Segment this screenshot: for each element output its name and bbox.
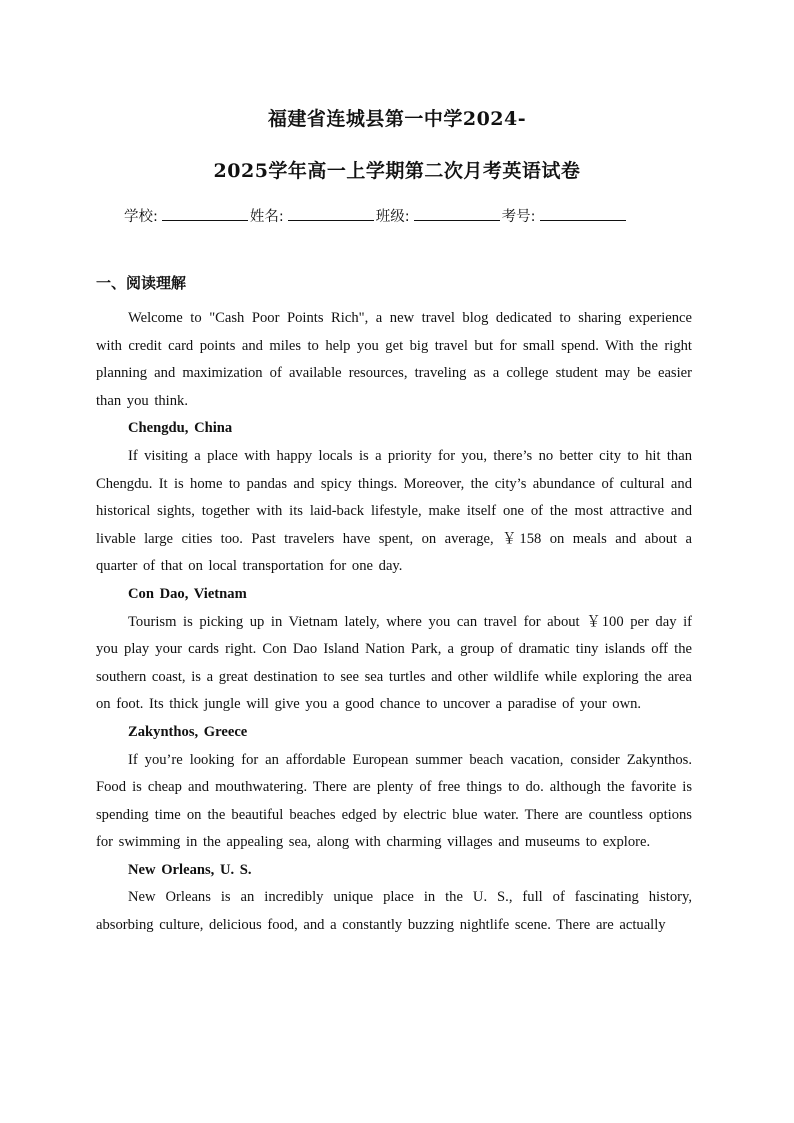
reading-passage xyxy=(96,305,692,940)
number-label: 考号: xyxy=(501,209,536,225)
place-heading: New Orleans, U. S. xyxy=(128,861,252,878)
place-heading: Zakynthos, Greece xyxy=(128,723,248,740)
place-heading: Chengdu, China xyxy=(128,420,233,437)
place-paragraph: If you’re looking for an affordable European summer beach vacation, consider Zakynthos. Food is cheap and mouthwatering. There are plenty of free things to do. although the favorite is spending time on the beautiful beaches edged by electric blue water. There are countless options for swimming in the appealing sea, along with charming villages and museums to explore. xyxy=(96,751,692,851)
name-blank[interactable] xyxy=(288,206,374,221)
name-label: 姓名: xyxy=(249,209,284,225)
school-blank[interactable] xyxy=(162,206,248,221)
place-paragraph: If visiting a place with happy locals is a priority for you, there’s no better city to hit than Chengdu. It is home to pandas and spicy things. Moreover, the city’s abundance of cultural and historical sights, together with its laid-back lifestyle, make itself one of the most attractive and livable large cities too. Past travelers have spent, on average, ￥158 on meals and about a quarter of that on local transportation for one day. xyxy=(96,447,692,575)
place-paragraph: Tourism is picking up in Vietnam lately, where you can travel for about ￥100 per day if you play your cards right. Con Dao Island Nation Park, a group of dramatic tiny islands off the southern coast, is a great destination to see sea turtles and other wildlife while exploring the area on foot. Its thick jungle will give you a good chance to uncover a paradise of your own. xyxy=(96,613,692,713)
exam-title-line-1: 福建省连城县第一中学2024- xyxy=(267,108,527,130)
exam-title-line-2: 2025学年高一上学期第二次月考英语试卷 xyxy=(213,160,581,182)
number-blank[interactable] xyxy=(540,206,626,221)
intro-paragraph: Welcome to "Cash Poor Points Rich", a new travel blog dedicated to sharing experience with credit card points and miles to help you get big travel but for small spend. With the right planning and maximization of available resources, traveling as a college student may be easier than you think. xyxy=(96,310,692,409)
school-label: 学校: xyxy=(124,209,158,225)
student-info-row xyxy=(124,205,684,226)
class-label: 班级: xyxy=(375,209,410,225)
place-paragraph: New Orleans is an incredibly unique place in the U. S., full of fascinating history, absorbing culture, delicious food, and a constantly buzzing nightlife scene. There are actually xyxy=(96,889,692,934)
class-blank[interactable] xyxy=(414,206,500,221)
place-heading: Con Dao, Vietnam xyxy=(128,585,247,602)
section-heading: 一、阅读理解 xyxy=(96,274,187,292)
